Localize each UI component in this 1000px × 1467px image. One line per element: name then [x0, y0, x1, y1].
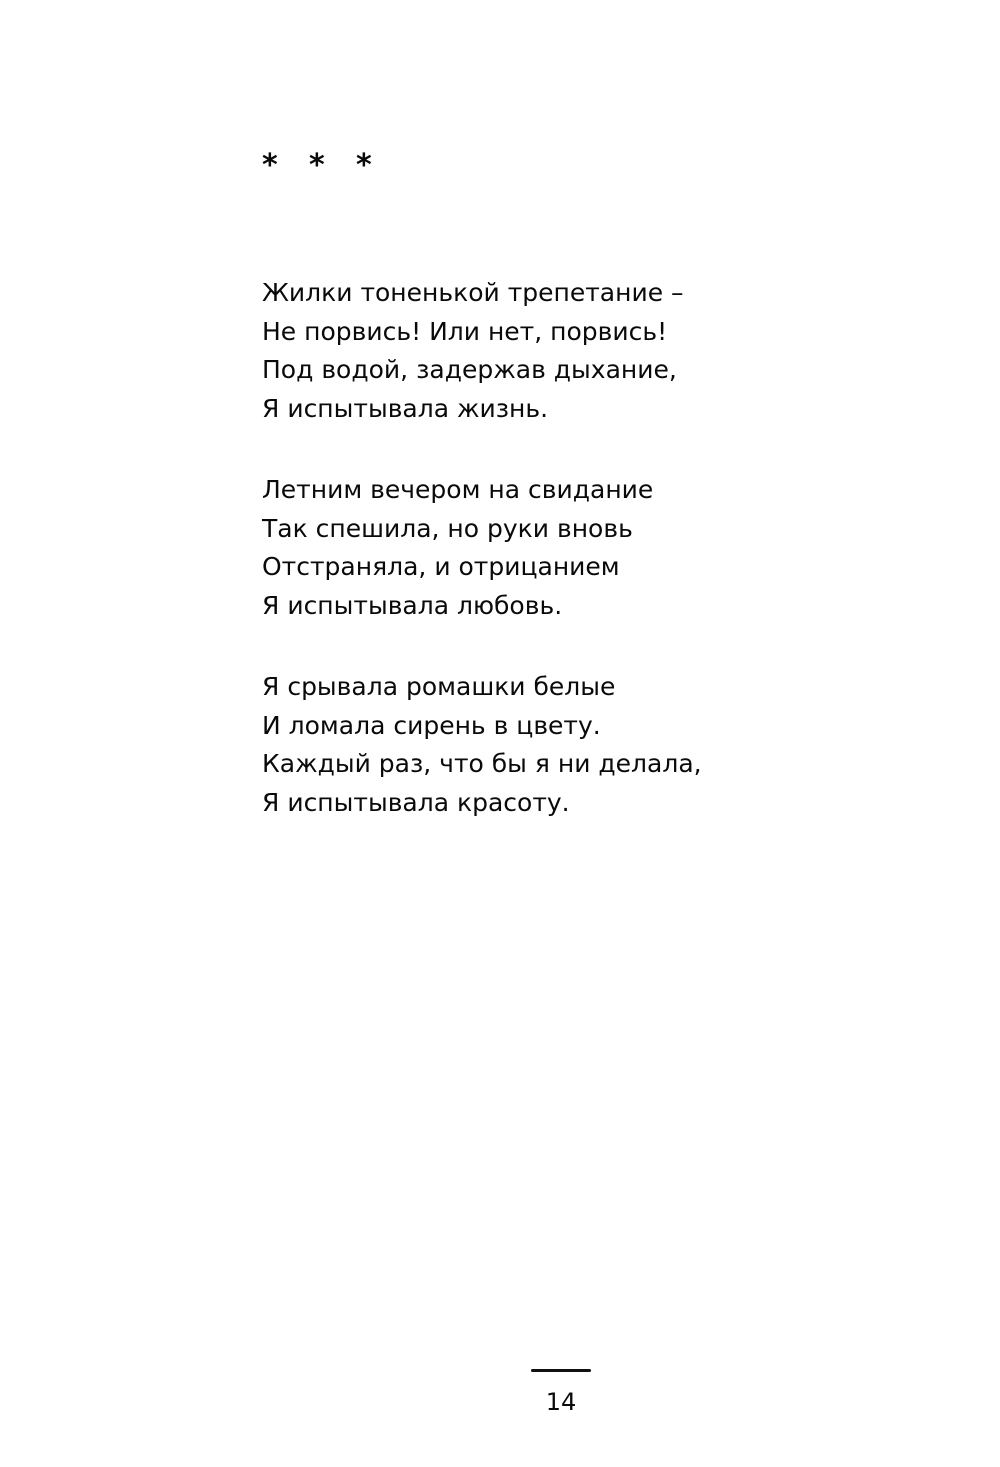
stanza [262, 668, 822, 822]
poem-line: Каждый раз, что бы я ни делала, [262, 749, 702, 778]
stanza [262, 274, 822, 428]
poem-line: Я испытывала красоту. [262, 787, 570, 817]
stanza [262, 471, 822, 625]
poem-line: Отстраняла, и отрицанием [262, 552, 620, 581]
folio-rule [531, 1369, 591, 1372]
page-number: 14 [545, 1388, 577, 1416]
poem-line: Летним вечером на свидание [262, 475, 654, 504]
poem-line: И ломала сирень в цвету. [262, 710, 601, 740]
poem-line: Не порвись! Или нет, порвись! [262, 316, 668, 346]
poem-line: Я испытывала жизнь. [262, 393, 549, 423]
poem-line: Жилки тоненькой трепетание – [262, 278, 684, 307]
poem-line: Я испытывала любовь. [262, 590, 563, 620]
section-separator: * * * [262, 148, 372, 183]
poem-line: Под водой, задержав дыхание, [262, 355, 677, 384]
poem [262, 274, 822, 865]
poem-line: Я срывала ромашки белые [262, 672, 616, 701]
poem-line: Так спешила, но руки вновь [262, 513, 633, 543]
